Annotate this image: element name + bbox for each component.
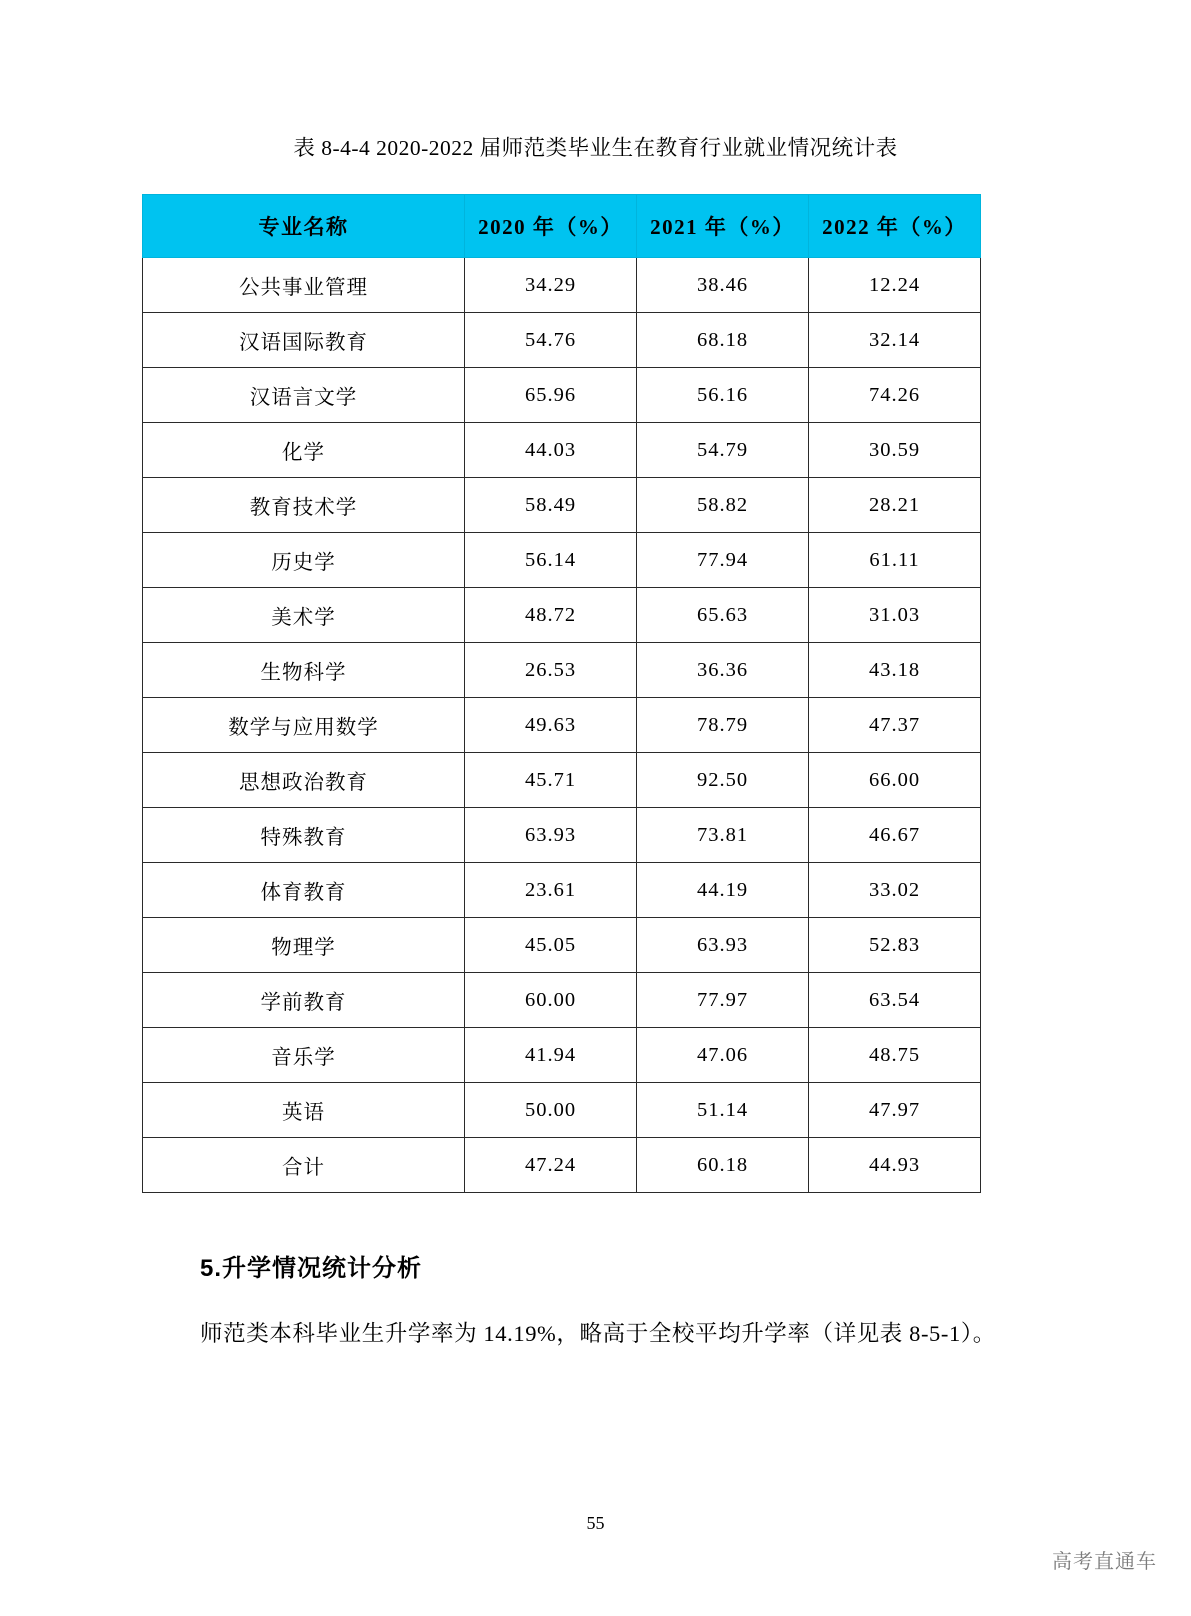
cell-2021: 38.46 bbox=[637, 258, 809, 313]
cell-2021: 68.18 bbox=[637, 313, 809, 368]
cell-2022: 33.02 bbox=[809, 863, 981, 918]
table-row bbox=[143, 368, 981, 423]
cell-2021: 51.14 bbox=[637, 1083, 809, 1138]
cell-2020: 23.61 bbox=[465, 863, 637, 918]
table-row bbox=[143, 918, 981, 973]
watermark: 高考直通车 bbox=[1052, 1551, 1157, 1573]
cell-major: 生物科学 bbox=[143, 643, 465, 698]
cell-2021: 65.63 bbox=[637, 588, 809, 643]
employment-statistics-table bbox=[142, 194, 981, 1193]
cell-2022: 66.00 bbox=[809, 753, 981, 808]
cell-2022: 46.67 bbox=[809, 808, 981, 863]
cell-2022: 47.37 bbox=[809, 698, 981, 753]
cell-major: 合计 bbox=[143, 1138, 465, 1193]
cell-major: 数学与应用数学 bbox=[143, 698, 465, 753]
column-header-2021: 2021 年（%） bbox=[637, 195, 809, 258]
cell-major: 物理学 bbox=[143, 918, 465, 973]
cell-2021: 60.18 bbox=[637, 1138, 809, 1193]
cell-2022: 31.03 bbox=[809, 588, 981, 643]
cell-major: 体育教育 bbox=[143, 863, 465, 918]
cell-2020: 54.76 bbox=[465, 313, 637, 368]
cell-major: 汉语言文学 bbox=[143, 368, 465, 423]
cell-major: 英语 bbox=[143, 1083, 465, 1138]
cell-2020: 48.72 bbox=[465, 588, 637, 643]
section-heading: 5.升学情况统计分析 bbox=[200, 1255, 423, 1282]
table-row bbox=[143, 588, 981, 643]
cell-2022: 63.54 bbox=[809, 973, 981, 1028]
table-row bbox=[143, 863, 981, 918]
table-row bbox=[143, 533, 981, 588]
table-row bbox=[143, 698, 981, 753]
cell-2021: 56.16 bbox=[637, 368, 809, 423]
column-header-2020: 2020 年（%） bbox=[465, 195, 637, 258]
cell-2022: 52.83 bbox=[809, 918, 981, 973]
cell-2020: 44.03 bbox=[465, 423, 637, 478]
cell-2020: 58.49 bbox=[465, 478, 637, 533]
cell-major: 学前教育 bbox=[143, 973, 465, 1028]
cell-2021: 78.79 bbox=[637, 698, 809, 753]
table-caption: 表 8-4-4 2020-2022 届师范类毕业生在教育行业就业情况统计表 bbox=[293, 136, 898, 160]
cell-major: 化学 bbox=[143, 423, 465, 478]
cell-2022: 12.24 bbox=[809, 258, 981, 313]
cell-2021: 47.06 bbox=[637, 1028, 809, 1083]
cell-2020: 50.00 bbox=[465, 1083, 637, 1138]
table-row bbox=[143, 1083, 981, 1138]
cell-2022: 47.97 bbox=[809, 1083, 981, 1138]
table-row bbox=[143, 808, 981, 863]
table-row bbox=[143, 478, 981, 533]
column-header-major: 专业名称 bbox=[143, 195, 465, 258]
cell-major: 音乐学 bbox=[143, 1028, 465, 1083]
cell-2022: 30.59 bbox=[809, 423, 981, 478]
cell-2020: 49.63 bbox=[465, 698, 637, 753]
cell-2021: 92.50 bbox=[637, 753, 809, 808]
table-row-total bbox=[143, 1138, 981, 1193]
cell-2020: 47.24 bbox=[465, 1138, 637, 1193]
cell-2022: 43.18 bbox=[809, 643, 981, 698]
cell-2020: 26.53 bbox=[465, 643, 637, 698]
cell-2020: 45.71 bbox=[465, 753, 637, 808]
table-row bbox=[143, 258, 981, 313]
cell-major: 公共事业管理 bbox=[143, 258, 465, 313]
cell-2020: 60.00 bbox=[465, 973, 637, 1028]
cell-major: 历史学 bbox=[143, 533, 465, 588]
cell-major: 思想政治教育 bbox=[143, 753, 465, 808]
cell-2022: 44.93 bbox=[809, 1138, 981, 1193]
cell-major: 美术学 bbox=[143, 588, 465, 643]
page-number: 55 bbox=[586, 1513, 605, 1533]
cell-2021: 58.82 bbox=[637, 478, 809, 533]
cell-2021: 77.97 bbox=[637, 973, 809, 1028]
cell-2020: 63.93 bbox=[465, 808, 637, 863]
cell-2022: 48.75 bbox=[809, 1028, 981, 1083]
table-row bbox=[143, 423, 981, 478]
cell-2022: 61.11 bbox=[809, 533, 981, 588]
cell-2020: 34.29 bbox=[465, 258, 637, 313]
cell-major: 特殊教育 bbox=[143, 808, 465, 863]
cell-2021: 36.36 bbox=[637, 643, 809, 698]
column-header-2022: 2022 年（%） bbox=[809, 195, 981, 258]
cell-2020: 45.05 bbox=[465, 918, 637, 973]
cell-2021: 54.79 bbox=[637, 423, 809, 478]
table-row bbox=[143, 1028, 981, 1083]
cell-2020: 65.96 bbox=[465, 368, 637, 423]
cell-2020: 56.14 bbox=[465, 533, 637, 588]
table-row bbox=[143, 643, 981, 698]
table-row bbox=[143, 753, 981, 808]
table-header-row bbox=[143, 195, 981, 258]
table-row bbox=[143, 313, 981, 368]
cell-2020: 41.94 bbox=[465, 1028, 637, 1083]
cell-major: 汉语国际教育 bbox=[143, 313, 465, 368]
body-paragraph: 师范类本科毕业生升学率为 14.19%，略高于全校平均升学率（详见表 8-5-1）。 bbox=[200, 1321, 996, 1346]
cell-2022: 74.26 bbox=[809, 368, 981, 423]
table-row bbox=[143, 973, 981, 1028]
cell-2022: 28.21 bbox=[809, 478, 981, 533]
cell-2021: 73.81 bbox=[637, 808, 809, 863]
cell-major: 教育技术学 bbox=[143, 478, 465, 533]
cell-2022: 32.14 bbox=[809, 313, 981, 368]
cell-2021: 44.19 bbox=[637, 863, 809, 918]
cell-2021: 63.93 bbox=[637, 918, 809, 973]
cell-2021: 77.94 bbox=[637, 533, 809, 588]
